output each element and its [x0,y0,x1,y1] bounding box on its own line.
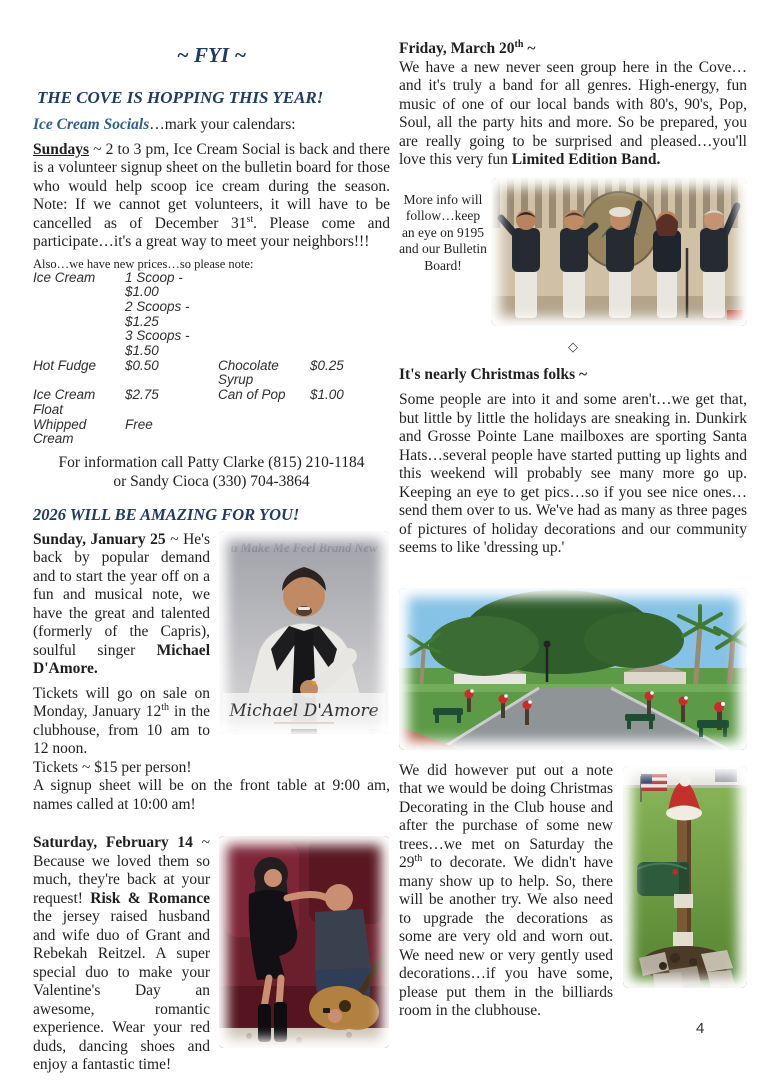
decorating-text-2: to decorate. We didn't have many show up to help. So, there will be another try. We also need to upgrade the decorations as some are very old and worn out. We need new or very gently used decorations…if you have some, please put them in the billiards room in the clubhouse. [399,854,613,1019]
street-photo [399,588,747,750]
contact-line-2: or Sandy Cioca (330) 704-3864 [113,472,310,490]
price-value: $1.00 [310,387,344,403]
sundays-superscript: st [246,213,254,225]
price-value: 2 Scoops - $1.25 [125,298,190,329]
more-info-note: More info will follow…keep an eye on 9195 and our Bulletin Board! [399,191,487,273]
march-tilde: ~ [523,40,536,57]
ice-cream-socials-label: Ice Cream Socials [33,116,150,133]
band-section [399,178,747,326]
decorating-text-1: We did however put out a note that we would be doing Christmas Decorating in the Club house and after the purchase of some new trees…we met on Saturday the 29 [399,761,613,871]
sundays-paragraph [33,141,390,252]
price-value: $2.75 [125,387,159,403]
price-row [33,418,390,447]
price-value: 1 Scoop - $1.00 [125,269,183,300]
fyi-title: ~ FYI ~ [176,43,247,67]
christmas-paragraph: Some people are into it and some aren't…we get that, but little by little the holidays are sneaking in. Dunkirk and Grosse Pointe Lane mailboxes are sporting Santa Hats…several people have started putting up lights and this weekend will probably see many more go up. Keeping an eye to get pics…so if you see nice ones… send them over to us. We've had as many as three pages of pictures of holiday decorations and our community seems to like 'dressing up.' [399,391,747,556]
price-item: Can of Pop [218,387,286,403]
price-note: Also…we have new prices…so please note: [33,256,254,271]
price-row [33,359,390,388]
march-paragraph [399,59,747,170]
price-item [218,329,310,358]
left-column [33,42,390,1075]
march-text: We have a new never seen group here in the Cove… and it's truly a band for all genres. High-energy, fun music of one of our local bands with 80's, 90's, Pop, Soul, all the party hits and more. So be prepared, you are really going to be surprised and pleased…you'll love this very fun [399,58,747,168]
january-date: Sunday, January 25 [33,530,166,548]
ticket-price-line: Tickets ~ $15 per person! [33,758,192,776]
price-item: Ice Cream [33,269,96,285]
price-row [33,388,390,417]
duo-name: Risk & Romance [90,889,210,907]
diamond-separator: ◇ [568,338,578,354]
limited-edition-band-photo [491,178,747,326]
january-concert-section [33,531,390,815]
sundays-text-2: . Please come and participate…it's a great way to meet your neighbors!!! [33,214,390,250]
price-value [310,271,390,300]
contact-line-1: For information call Patty Clarke (815) 210-1184 [58,453,365,471]
price-row [33,300,390,329]
price-value [310,329,390,358]
performer-name: Michael D'Amore. [33,641,210,678]
tickets-superscript: th [161,702,170,714]
contact-info [33,453,390,491]
ice-cream-lead-rest: …mark your calendars: [149,116,296,133]
christmas-heading: It's nearly Christmas folks ~ [399,365,588,383]
price-item: Whipped Cream [33,416,87,447]
price-item [33,329,125,358]
price-row [33,271,390,300]
amazing-headline: 2026 WILL BE AMAZING FOR YOU! [33,504,300,524]
michael-damore-photo [218,531,390,734]
price-value: $0.50 [125,357,159,373]
price-row [33,329,390,358]
right-column [399,40,747,1021]
tickets-text-2: in the clubhouse, from 10 am to 12 noon. [33,703,211,758]
price-value: $0.25 [310,357,344,373]
decorating-section [399,762,747,1021]
photo-caption: Michael D'Amore [229,700,379,721]
february-concert-section [33,834,390,1075]
price-item: Ice Cream Float [33,387,96,417]
january-text: ~ He's back by popular demand and to start the year off on a fun and musical note, we have the great and talented (formerly of the Capris), soulful singer [33,530,210,659]
sundays-label: Sundays [33,140,90,158]
risk-and-romance-photo [218,836,390,1048]
price-item [218,271,310,300]
page-number: 4 [696,1020,705,1037]
price-item: Chocolate Syrup [218,357,279,388]
ice-cream-lead [33,116,390,135]
february-text-1: ~ Because we loved them so much, they're back at your request! [33,834,210,907]
price-item [33,300,125,329]
signup-line: A signup sheet will be on the front table at 9:00 am, names called at 10:00 am! [33,777,390,813]
cove-headline: THE COVE IS HOPPING THIS YEAR! [37,88,324,107]
price-table [33,271,390,447]
february-date: Saturday, February 14 [33,834,193,852]
tickets-text-1: Tickets will go on sale on Monday, January 12 [33,684,210,721]
price-item [218,418,310,447]
march-heading [399,40,747,59]
price-value: 3 Scoops - $1.50 [125,328,190,359]
band-name: Limited Edition Band. [511,151,661,168]
price-value [310,418,390,447]
sundays-text-1: ~ 2 to 3 pm, Ice Cream Social is back and there is a volunteer signup sheet on the bulletin board for those who would help scoop ice cream during the season. Note: If we cannot get volunteers, it will have to be cancelled as of December 31 [33,140,390,232]
price-item: Hot Fudge [33,357,97,373]
song-title-overlay: u Make Me Feel Brand New [230,540,378,555]
february-text-2: the jersey raised husband and wife duo of Grant and Rebekah Reitzel. A super special duo to make your Valentine's Day an awesome, romantic experience. Wear your red duds, dancing shoes and enjoy a fantastic time! [33,908,210,1074]
march-superscript: th [514,38,524,50]
price-value: Free [125,416,153,432]
march-date: Friday, March 20 [399,40,515,57]
price-value [310,300,390,329]
decorating-superscript: th [414,852,423,864]
santa-mailbox-photo [623,766,747,988]
price-item [218,300,310,329]
